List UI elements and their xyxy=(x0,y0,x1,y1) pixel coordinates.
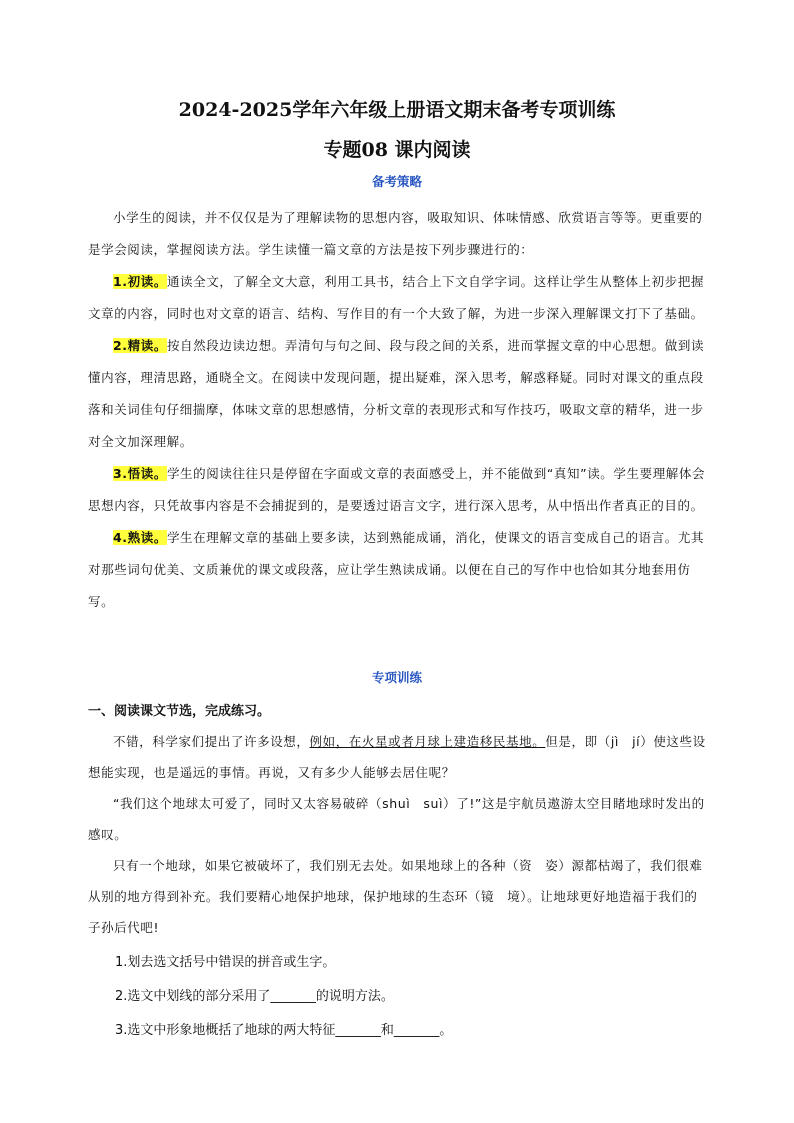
strategy-keyword: 2.精读。 xyxy=(113,338,167,353)
strategy-keyword: 3.悟读。 xyxy=(113,466,167,481)
strategy-section xyxy=(88,202,706,618)
strategy-heading: 备考策略 xyxy=(371,174,422,189)
strategy-text: 学生在理解文章的基础上要多读，达到熟能成诵，消化，使课文的语言变成自己的语言。尤其对那些词句优美、文质兼优的课文或段落，应让学生熟读成诵。以便在自己的写作中也恰如其分地套用仿写。 xyxy=(88,530,705,609)
question-item: 2.选文中划线的部分采用了_______的说明方法。 xyxy=(115,989,394,1004)
strategy-text: 按自然段边读边想。弄清句与句之间、段与段之间的关系，进而掌握文章的中心思想。做到读懂内容，理清思路，通晓全文。在阅读中发现问题，提出疑难，深入思考，解惑释疑。同时对课文的重点段落和关词佳句仔细揣摩，体味文章的思想感情，分析文章的表现形式和写作技巧，吸取文章的精华，进一步对全文加深理解。 xyxy=(88,338,705,449)
strategy-text: 学生的阅读往往只是停留在字面或文章的表面感受上，并不能做到“真知”读。学生要理解体会思想内容，只凭故事内容是不会捕捉到的，是要透过语言文字，进行深入思考，从中悟出作者真正的目的。 xyxy=(88,466,706,513)
training-heading: 专项训练 xyxy=(371,670,422,685)
question-item: 3.选文中形象地概括了地球的两大特征_______和_______。 xyxy=(115,1023,453,1038)
strategy-intro: 小学生的阅读，并不仅仅是为了理解读物的思想内容，吸取知识、体味情感、欣赏语言等等。更重要的是学会阅读，掌握阅读方法。学生读懂一篇文章的方法是按下列步骤进行的： xyxy=(88,210,703,257)
strategy-text: 通读全文，了解全文大意，利用工具书，结合上下文自学字词。这样让学生从整体上初步把握文章的内容，同时也对文章的语言、结构、写作目的有一个大致了解，为进一步深入理解课文打下了基础。 xyxy=(88,274,705,321)
passage-text: 不错，科学家们提出了许多设想， xyxy=(113,734,310,749)
question-title: 一、阅读课文节选，完成练习。 xyxy=(88,704,271,719)
question-item: 1.划去选文括号中错误的拼音或生字。 xyxy=(115,955,336,970)
passage-paragraph: “我们这个地球太可爱了，同时又太容易破碎（shuì suì）了!”这是宇航员遨游太空目睹地球时发出的感叹。 xyxy=(88,796,705,842)
passage-paragraph: 只有一个地球，如果它被破坏了，我们别无去处。如果地球上的各种（资 姿）源都枯竭了，我们很难从别的地方得到补充。我们要精心地保护地球，保护地球的生态环（镜 境）。让地球更好地造福于我们的子孙后代吧! xyxy=(88,858,703,935)
strategy-item xyxy=(88,522,706,618)
strategy-keyword: 1.初读。 xyxy=(113,274,167,289)
reading-passage xyxy=(88,726,706,943)
strategy-item xyxy=(88,266,706,330)
strategy-keyword: 4.熟读。 xyxy=(113,530,167,545)
strategy-item xyxy=(88,458,706,522)
question-list xyxy=(115,946,452,1048)
passage-paragraph xyxy=(88,726,706,788)
document-subtitle: 专题08 课内阅读 xyxy=(323,139,471,161)
strategy-item xyxy=(88,330,706,458)
document-title: 2024-2025学年六年级上册语文期末备考专项训练 xyxy=(178,99,616,121)
underlined-sentence: 例如，在火星或者月球上建造移民基地。 xyxy=(309,734,546,749)
passage-text: 但是，即（jì jí）使这些设想能实现，也是遥远的事情。再说，又有多少人能够去居住呢？ xyxy=(88,734,706,780)
